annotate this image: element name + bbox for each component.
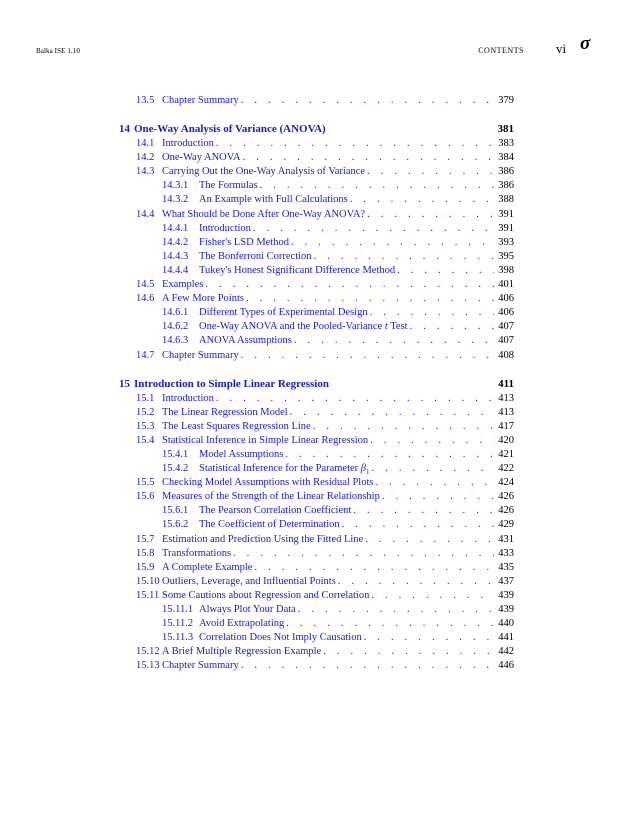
toc-entry-title: What Should be Done After One-Way ANOVA?: [162, 208, 366, 220]
toc-entry-title: Chapter Summary: [162, 660, 239, 672]
toc-entry[interactable]: [119, 94, 514, 108]
toc-entry[interactable]: [119, 476, 514, 490]
toc-leader-dots: [291, 236, 494, 250]
toc-entry-page: 431: [498, 533, 514, 545]
toc-leader-dots: [375, 476, 494, 490]
toc-entry-page: 433: [498, 547, 514, 559]
toc-entry[interactable]: [119, 264, 514, 278]
toc-entry-title: Some Cautions about Regression and Correlation: [162, 589, 370, 601]
toc-leader-dots: [410, 320, 494, 334]
toc-entry[interactable]: [119, 334, 514, 348]
page-number: vi: [556, 41, 567, 56]
toc-entry-page: 426: [498, 505, 514, 517]
toc-entry-title: Statistical Inference for the Parameter $\beta_1$: [199, 463, 370, 477]
toc-entry-page: 401: [498, 279, 514, 291]
toc-leader-dots: [350, 193, 494, 207]
toc-entry-title: Examples: [162, 279, 204, 291]
toc-entry-number: 14.3: [136, 166, 155, 178]
toc-entry-number: 14.4.2: [162, 236, 189, 248]
toc-leader-dots: [243, 151, 494, 165]
toc-entry-page: 437: [498, 575, 514, 587]
toc-entry-number: 15.4: [136, 434, 155, 446]
table-of-contents: [119, 94, 514, 673]
toc-entry-title: The Linear Regression Model: [162, 406, 288, 418]
toc-entry-title: A Brief Multiple Regression Example: [162, 646, 322, 658]
toc-leader-dots: [372, 462, 494, 476]
toc-leader-dots: [241, 94, 494, 108]
toc-entry-number: 15.5: [136, 477, 155, 489]
toc-entry[interactable]: [119, 603, 514, 617]
toc-entry-number: 15.3: [136, 420, 155, 432]
toc-entry-number: 15.13: [136, 660, 160, 672]
toc-entry[interactable]: [119, 406, 514, 420]
toc-entry-page: 386: [498, 166, 514, 178]
toc-entry[interactable]: [119, 193, 514, 207]
toc-entry-number: 15.6.2: [162, 519, 189, 531]
toc-leader-dots: [370, 434, 494, 448]
toc-entry-page: 391: [498, 222, 514, 234]
toc-entry[interactable]: [119, 208, 514, 222]
toc-entry-number: 14.4: [136, 208, 155, 220]
toc-entry-number: 14.6.3: [162, 335, 189, 347]
toc-leader-dots: [254, 561, 494, 575]
toc-entry-page: 422: [498, 463, 514, 475]
toc-entry-page: 435: [498, 561, 514, 573]
toc-chapter-title: Introduction to Simple Linear Regression: [134, 377, 329, 390]
toc-entry-number: 15.4.2: [162, 463, 189, 475]
toc-entry-number: 15.9: [136, 561, 155, 573]
toc-entry-title: Introduction: [162, 138, 214, 150]
toc-leader-dots: [313, 420, 494, 434]
toc-entry[interactable]: [119, 617, 514, 631]
toc-leader-dots: [353, 504, 494, 518]
sigma-logo-icon: σ: [580, 33, 591, 54]
toc-entry-title: Fisher's LSD Method: [199, 236, 289, 248]
toc-entry-title: Checking Model Assumptions with Residual Plots: [162, 477, 374, 489]
toc-entry[interactable]: [119, 462, 514, 476]
toc-entry-number: 15.7: [136, 533, 155, 545]
toc-entry-page: 384: [498, 152, 514, 164]
toc-entry-title: Estimation and Prediction Using the Fitted Line: [162, 533, 364, 545]
toc-entry-number: 15.1: [136, 392, 155, 404]
toc-entry[interactable]: [119, 179, 514, 193]
toc-entry-number: 15.6: [136, 491, 155, 503]
toc-entry-number: 14.4.4: [162, 264, 189, 276]
toc-entry-title: One-Way ANOVA: [162, 152, 241, 164]
toc-entry[interactable]: [119, 320, 514, 334]
toc-entry-page: 421: [498, 448, 514, 460]
toc-entry[interactable]: [119, 561, 514, 575]
toc-entry-title: Chapter Summary: [162, 349, 239, 361]
toc-chapter[interactable]: [119, 121, 514, 137]
toc-entry-number: 14.6.1: [162, 307, 189, 319]
toc-entry-title: Statistical Inference in Simple Linear Regression: [162, 434, 369, 446]
toc-entry-number: 15.8: [136, 547, 155, 559]
toc-leader-dots: [314, 250, 494, 264]
toc-entry[interactable]: [119, 420, 514, 434]
toc-entry[interactable]: [119, 137, 514, 151]
toc-leader-dots: [338, 575, 494, 589]
toc-entry-number: 14.3.1: [162, 180, 189, 192]
toc-leader-dots: [205, 278, 494, 292]
toc-leader-dots: [382, 490, 494, 504]
toc-entry-page: 408: [498, 349, 514, 361]
toc-leader-dots: [253, 222, 494, 236]
toc-chapter-number: 14: [119, 123, 130, 136]
toc-leader-dots: [364, 631, 494, 645]
toc-leader-dots: [370, 306, 494, 320]
running-header-left: Balka ISE 1.10: [36, 47, 80, 55]
toc-entry-page: 407: [498, 321, 514, 333]
toc-leader-dots: [365, 533, 494, 547]
toc-entry-page: 413: [498, 406, 514, 418]
toc-entry-number: 15.11.3: [162, 632, 194, 644]
toc-entry-number: 14.4.1: [162, 222, 189, 234]
toc-entry-number: 14.6: [136, 293, 155, 305]
toc-entry-page: 395: [498, 250, 514, 262]
toc-entry-page: 429: [498, 519, 514, 531]
toc-entry-page: 391: [498, 208, 514, 220]
toc-entry-title: The Coefficient of Determination: [199, 519, 340, 531]
toc-entry-page: 439: [498, 604, 514, 615]
toc-entry-page: 417: [498, 420, 514, 432]
toc-entry[interactable]: [119, 349, 514, 363]
toc-entry-title: Carrying Out the One-Way Analysis of Variance: [162, 166, 366, 178]
toc-entry-number: 15.4.1: [162, 448, 189, 460]
toc-entry-title: Tukey's Honest Significant Difference Method: [199, 264, 396, 276]
chapter-spacer: [119, 363, 514, 370]
toc-entry[interactable]: [119, 165, 514, 179]
toc-entry-number: 15.11: [136, 589, 160, 601]
toc-entry-number: 14.3.2: [162, 194, 189, 206]
toc-entry[interactable]: [119, 292, 514, 306]
toc-entry-title: Correlation Does Not Imply Causation: [199, 632, 362, 644]
toc-chapter-page: 411: [498, 377, 514, 390]
toc-entry-title: The Pearson Correlation Coefficient: [199, 505, 352, 517]
toc-entry-page: 386: [498, 180, 514, 192]
toc-entry-title: Transformations: [162, 547, 232, 559]
toc-entry-number: 13.5: [136, 95, 155, 106]
toc-entry-page: 383: [498, 138, 514, 150]
toc-entry-number: 15.2: [136, 406, 155, 418]
toc-entry-page: 379: [498, 95, 514, 106]
toc-leader-dots: [298, 603, 494, 617]
toc-entry-title: An Example with Full Calculations: [199, 194, 348, 206]
toc-entry-number: 14.5: [136, 279, 155, 291]
toc-entry-title: Different Types of Experimental Design: [199, 307, 368, 319]
toc-leader-dots: [367, 165, 494, 179]
toc-entry[interactable]: [119, 504, 514, 518]
toc-entry-page: 406: [498, 307, 514, 319]
toc-entry-page: 442: [498, 646, 514, 658]
toc-leader-dots: [294, 334, 494, 348]
toc-entry-title: The Formulas: [199, 180, 258, 192]
toc-entry-page: 439: [498, 589, 514, 601]
toc-entry-page: 398: [498, 264, 514, 276]
toc-entry-title: Introduction: [199, 222, 251, 234]
toc-leader-dots: [241, 659, 494, 673]
toc-entry-title: ANOVA Assumptions: [199, 335, 292, 347]
toc-entry[interactable]: [119, 236, 514, 250]
toc-leader-dots: [290, 406, 494, 420]
toc-entry-title: Measures of the Strength of the Linear Relationship: [162, 491, 380, 503]
toc-entry-title: Avoid Extrapolating: [199, 618, 285, 630]
toc-entry[interactable]: [119, 645, 514, 659]
toc-entry-title: Outliers, Leverage, and Influential Points: [162, 575, 336, 587]
toc-leader-dots: [216, 392, 494, 406]
toc-entry[interactable]: [119, 222, 514, 236]
toc-entry-number: 14.6.2: [162, 321, 189, 333]
toc-entry[interactable]: [119, 434, 514, 448]
toc-entry-page: 413: [498, 392, 514, 404]
toc-leader-dots: [233, 547, 494, 561]
toc-entry[interactable]: [119, 547, 514, 561]
toc-entry[interactable]: [119, 490, 514, 504]
toc-entry-page: 407: [498, 335, 514, 347]
toc-leader-dots: [323, 645, 494, 659]
toc-entry-number: 15.10: [136, 575, 160, 587]
toc-entry-title: Chapter Summary: [162, 95, 239, 106]
toc-entry[interactable]: [119, 392, 514, 406]
toc-entry[interactable]: [119, 631, 514, 645]
toc-entry-page: 440: [498, 618, 514, 630]
toc-chapter-number: 15: [119, 377, 130, 390]
toc-leader-dots: [371, 589, 494, 603]
toc-entry-title: One-Way ANOVA and the Pooled-Variance t Test: [199, 321, 408, 333]
toc-entry-title: The Bonferroni Correction: [199, 250, 312, 262]
toc-entry-page: 406: [498, 293, 514, 305]
toc-entry-title: A Few More Points: [162, 293, 244, 305]
toc-entry[interactable]: [119, 533, 514, 547]
toc-entry-page: 424: [498, 477, 514, 489]
toc-entry[interactable]: [119, 448, 514, 462]
toc-entry[interactable]: [119, 306, 514, 320]
toc-entry-page: 441: [498, 632, 514, 644]
toc-entry-title: Model Assumptions: [199, 448, 284, 460]
toc-leader-dots: [285, 448, 494, 462]
chapter-spacer: [119, 108, 514, 115]
toc-entry-number: 14.1: [136, 138, 155, 150]
toc-entry[interactable]: [119, 250, 514, 264]
toc-entry[interactable]: [119, 659, 514, 673]
toc-entry-number: 14.4.3: [162, 250, 189, 262]
toc-chapter[interactable]: [119, 376, 514, 392]
toc-entry-page: 420: [498, 434, 514, 446]
toc-entry-number: 14.7: [136, 349, 155, 361]
toc-chapter-page: 381: [497, 123, 514, 136]
toc-entry[interactable]: [119, 575, 514, 589]
toc-entry-title: A Complete Example: [162, 561, 253, 573]
toc-entry-page: 393: [498, 236, 514, 248]
toc-entry-number: 15.11.2: [162, 618, 194, 630]
toc-entry-title: The Least Squares Regression Line: [162, 420, 311, 432]
toc-leader-dots: [241, 349, 494, 363]
toc-entry-title: Always Plot Your Data: [199, 604, 296, 615]
toc-entry[interactable]: [119, 518, 514, 532]
running-header-section: CONTENTS: [478, 46, 524, 55]
toc-entry-number: 15.6.1: [162, 505, 189, 517]
toc-entry[interactable]: [119, 278, 514, 292]
toc-leader-dots: [342, 518, 494, 532]
toc-entry-number: 15.12: [136, 646, 160, 658]
toc-leader-dots: [397, 264, 494, 278]
toc-leader-dots: [216, 137, 494, 151]
toc-entry[interactable]: [119, 151, 514, 165]
toc-entry-page: 426: [498, 491, 514, 503]
toc-entry[interactable]: [119, 589, 514, 603]
toc-entry-number: 15.11.1: [162, 604, 194, 615]
toc-leader-dots: [260, 179, 494, 193]
toc-chapter-title: One-Way Analysis of Variance (ANOVA): [134, 123, 326, 136]
toc-leader-dots: [286, 617, 494, 631]
toc-entry-page: 446: [498, 660, 514, 672]
toc-entry-title: Introduction: [162, 392, 214, 404]
toc-entry-number: 14.2: [136, 152, 155, 164]
toc-leader-dots: [246, 292, 494, 306]
toc-leader-dots: [367, 208, 494, 222]
toc-entry-page: 388: [498, 194, 514, 206]
